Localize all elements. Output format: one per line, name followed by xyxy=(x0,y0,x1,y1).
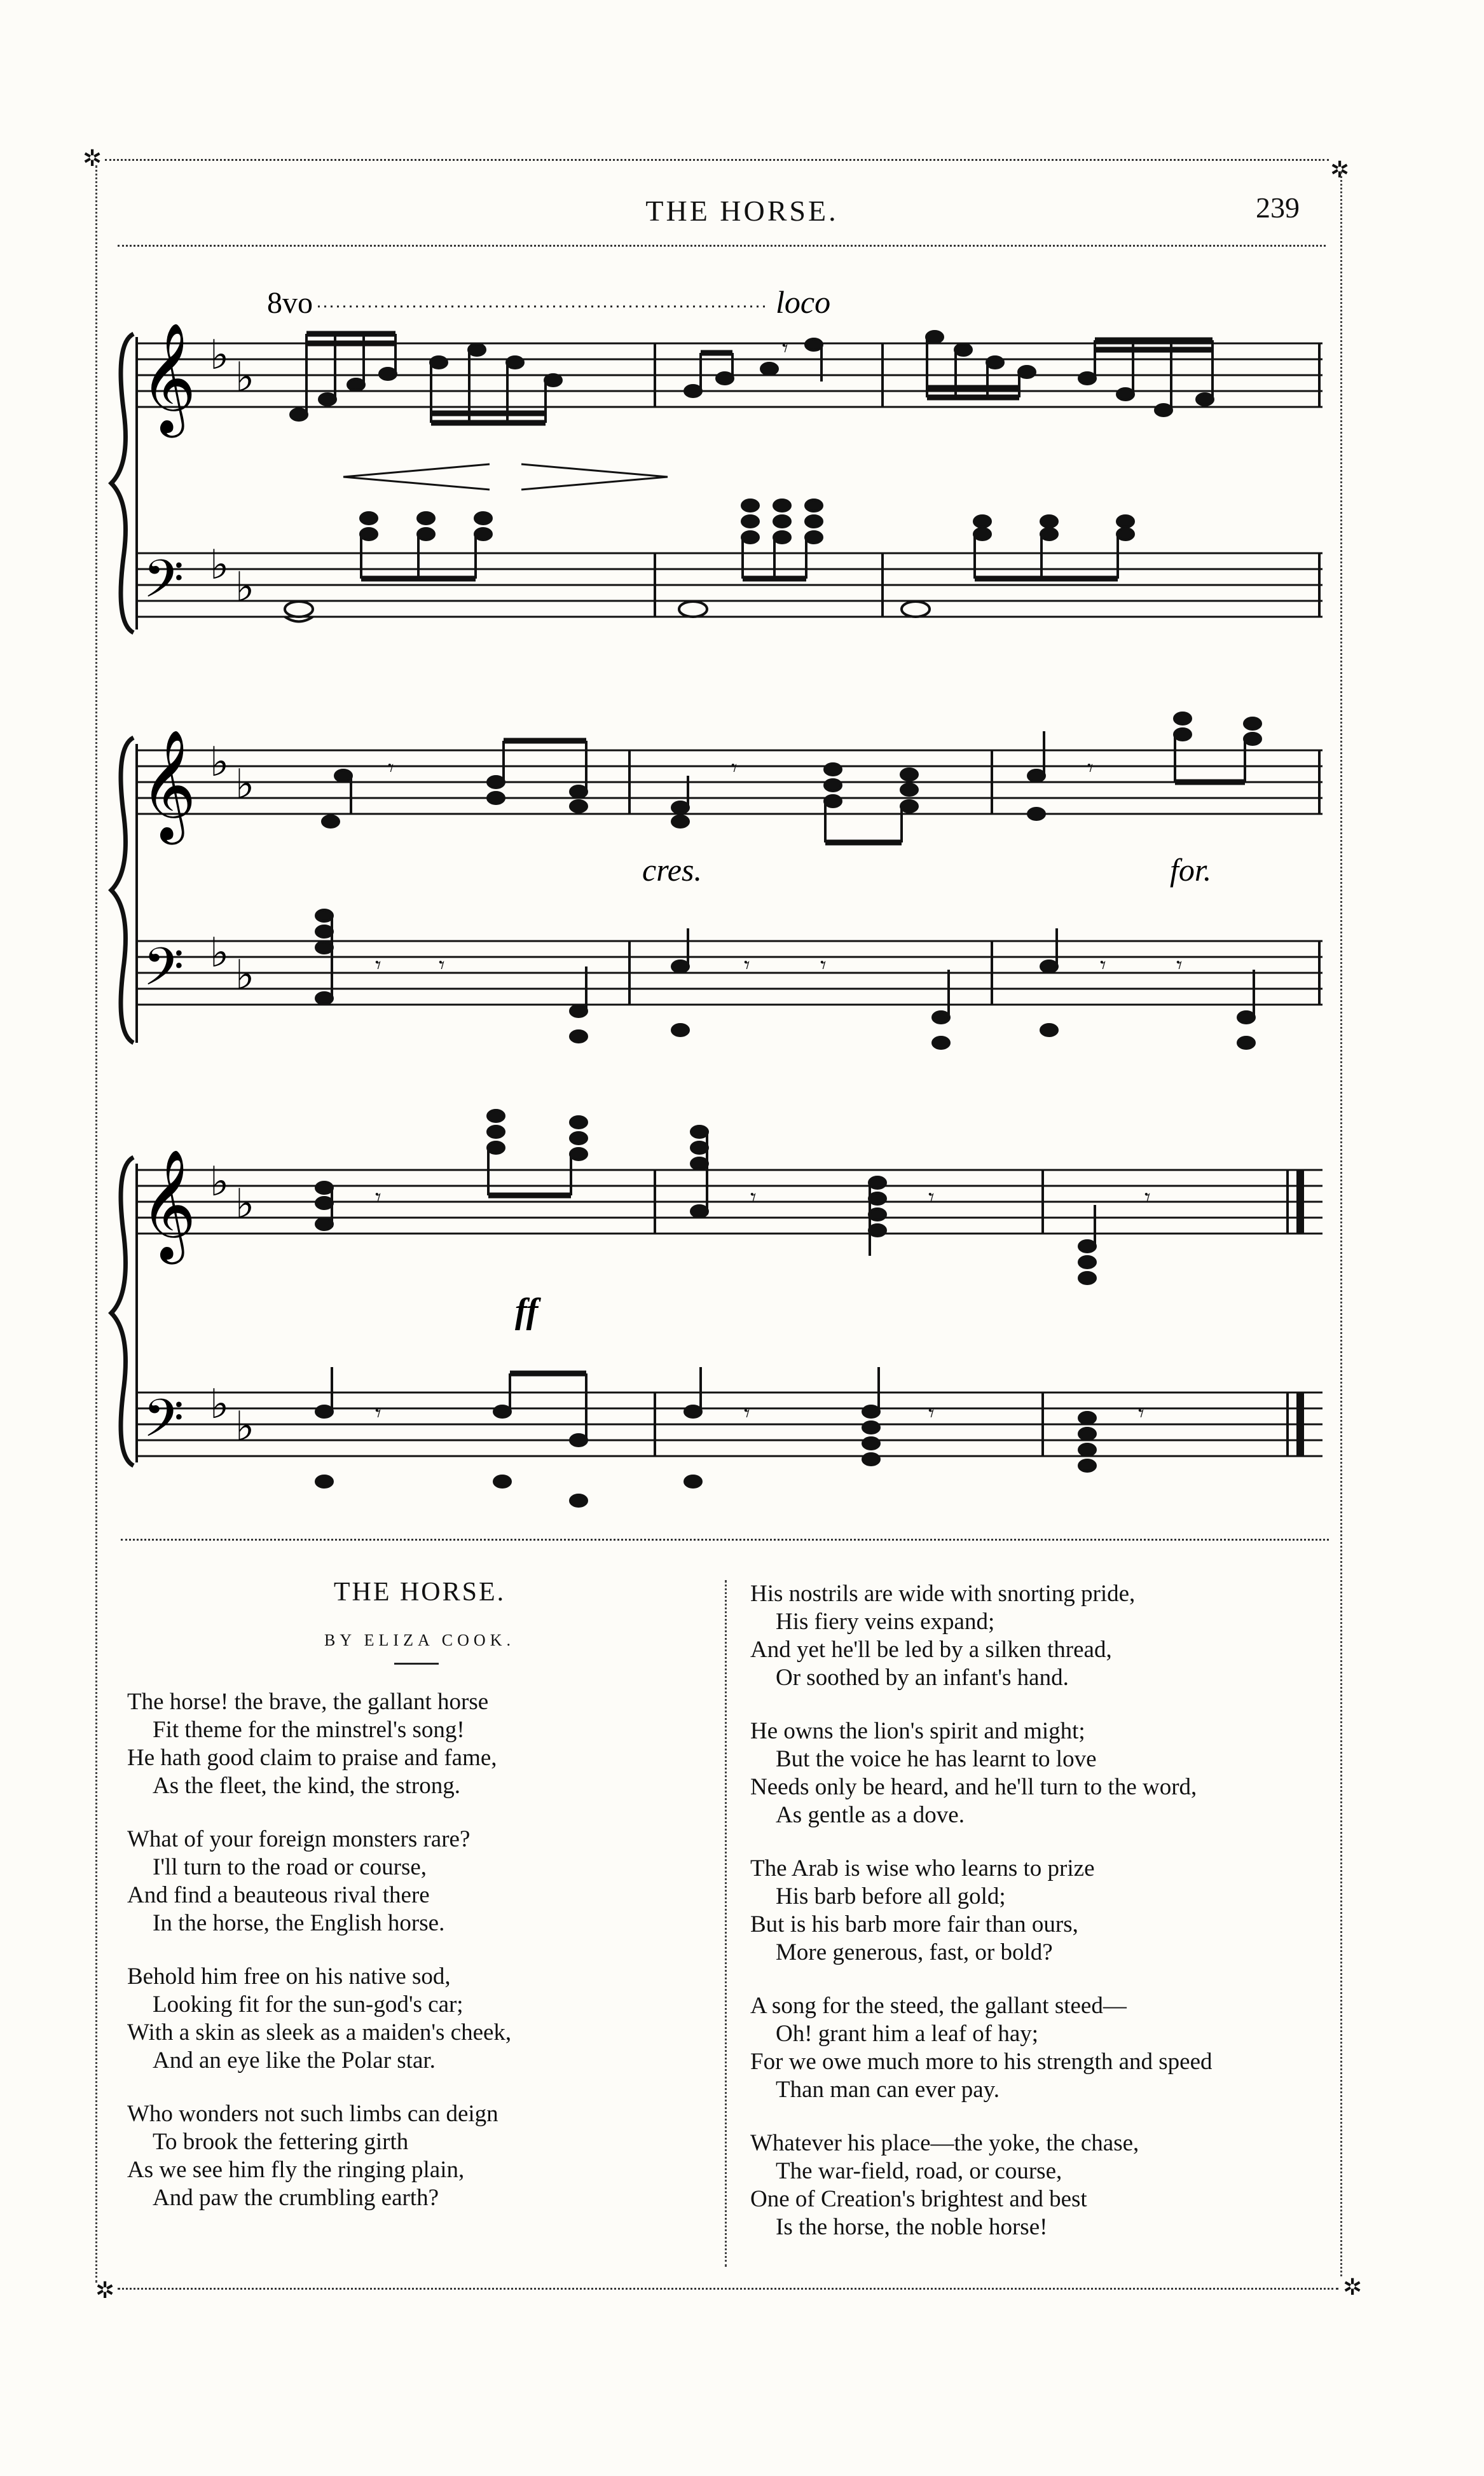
svg-text:𝄾: 𝄾 xyxy=(782,336,788,362)
poem-line: As we see him fly the ringing plain, xyxy=(127,2157,465,2183)
decrescendo-hairpin xyxy=(521,464,668,490)
svg-text:𝄾: 𝄾 xyxy=(388,755,394,781)
dynamic-ff: ff xyxy=(515,1291,539,1331)
page-number: 239 xyxy=(1256,191,1300,224)
svg-text:𝄾: 𝄾 xyxy=(375,1401,381,1427)
poem-line: His barb before all gold; xyxy=(776,1883,1006,1909)
key-signature-flat-icon: ♭ xyxy=(235,564,255,611)
poem-line: Whatever his place—the yoke, the chase, xyxy=(750,2130,1139,2156)
key-signature-flat-icon: ♭ xyxy=(210,1381,230,1428)
poem-line: And an eye like the Polar star. xyxy=(153,2047,436,2074)
poem-line: He hath good claim to praise and fame, xyxy=(127,1745,497,1771)
svg-text:𝄾: 𝄾 xyxy=(1100,953,1106,979)
svg-text:𝄾: 𝄾 xyxy=(744,1401,750,1427)
frame-top-border xyxy=(105,159,1329,161)
byline-rule xyxy=(394,1663,439,1665)
bass-clef-icon: 𝄢 xyxy=(143,936,184,1010)
poem-stanza xyxy=(750,2129,1386,2241)
poem-line: As the fleet, the kind, the strong. xyxy=(153,1773,460,1799)
key-signature-flat-icon: ♭ xyxy=(210,332,230,379)
svg-text:𝄾: 𝄾 xyxy=(1144,1185,1151,1211)
poem-line: And paw the crumbling earth? xyxy=(153,2185,439,2211)
treble-notes-system-2 xyxy=(322,713,1261,843)
poem-line: For we owe much more to his strength and speed xyxy=(750,2049,1213,2075)
poem-line: His nostrils are wide with snorting pride, xyxy=(750,1581,1136,1607)
barlines xyxy=(629,750,1319,1005)
poem-line: To brook the fettering girth xyxy=(153,2129,409,2155)
poem-line: The Arab is wise who learns to prize xyxy=(750,1855,1095,1881)
score-system-3 xyxy=(108,1094,1329,1526)
poem-column-right xyxy=(750,1580,1386,2267)
treble-clef-icon: 𝄞 xyxy=(140,322,196,433)
svg-text:𝄾: 𝄾 xyxy=(820,953,827,979)
score-bottom-rule xyxy=(121,1539,1329,1541)
key-signature-flat-icon: ♭ xyxy=(210,1159,230,1206)
poem-stanza xyxy=(750,1992,1386,2104)
poem-stanza xyxy=(127,1826,763,1937)
score-system-2 xyxy=(108,680,1329,1087)
key-signature-flat-icon: ♭ xyxy=(235,354,255,401)
treble-clef-icon: 𝄞 xyxy=(140,729,196,840)
svg-text:𝄾: 𝄾 xyxy=(439,953,445,979)
poem-line: Behold him free on his native sod, xyxy=(127,1964,451,1990)
ornament-bottom-right-icon: ✲ xyxy=(1343,2274,1363,2301)
ornament-top-left-icon: ✲ xyxy=(83,146,102,172)
poem-stanza xyxy=(127,1688,763,1800)
poem-line: The war-field, road, or course, xyxy=(776,2158,1062,2184)
poem-line: I'll turn to the road or course, xyxy=(153,1854,427,1880)
dynamic-cres: cres. xyxy=(642,852,702,888)
svg-text:𝄾: 𝄾 xyxy=(375,1185,381,1211)
key-signature-flat-icon: ♭ xyxy=(210,739,230,786)
key-signature-flat-icon: ♭ xyxy=(210,542,230,589)
treble-clef-icon: 𝄞 xyxy=(140,1149,196,1260)
barlines xyxy=(655,1170,1043,1456)
svg-text:𝄾: 𝄾 xyxy=(928,1401,935,1427)
ornament-top-right-icon: ✲ xyxy=(1330,157,1350,183)
key-signature-flat-icon: ♭ xyxy=(235,952,255,999)
key-signature-flat-icon: ♭ xyxy=(210,930,230,977)
poem-line: But the voice he has learnt to love xyxy=(776,1746,1097,1772)
poem-line: In the horse, the English horse. xyxy=(153,1910,445,1936)
poem-stanza xyxy=(127,1963,763,2075)
key-signature-flat-icon: ♭ xyxy=(235,1403,255,1450)
poem-line: What of your foreign monsters rare? xyxy=(127,1826,471,1852)
poem-line: Needs only be heard, and he'll turn to the word, xyxy=(750,1774,1197,1800)
ottava-marking: 8vo xyxy=(267,286,313,320)
bass-notes-system-1 xyxy=(285,500,1134,622)
bass-staff xyxy=(137,1393,1323,1456)
header-rule xyxy=(118,245,1326,247)
svg-text:𝄾: 𝄾 xyxy=(1087,755,1094,781)
system-brace xyxy=(111,334,134,633)
treble-notes-m1 xyxy=(291,334,561,423)
poem-line: His fiery veins expand; xyxy=(776,1609,995,1635)
poem-byline: BY ELIZA COOK. xyxy=(324,1631,515,1649)
poem-stanza xyxy=(127,2100,763,2212)
poem-line: But is his barb more fair than ours, xyxy=(750,1911,1078,1937)
svg-text:𝄾: 𝄾 xyxy=(1176,953,1183,979)
key-signature-flat-icon: ♭ xyxy=(235,1181,255,1228)
poem-line: Is the horse, the noble horse! xyxy=(776,2214,1048,2240)
svg-text:𝄾: 𝄾 xyxy=(928,1185,935,1211)
treble-notes-system-3 xyxy=(316,1110,1151,1284)
poem-line: He owns the lion's spirit and might; xyxy=(750,1718,1085,1744)
poem-line: More generous, fast, or bold? xyxy=(776,1939,1053,1965)
bass-clef-icon: 𝄢 xyxy=(143,548,184,622)
poem-line: Or soothed by an infant's hand. xyxy=(776,1665,1069,1691)
bass-clef-icon: 𝄢 xyxy=(143,1387,184,1462)
svg-text:𝄾: 𝄾 xyxy=(375,953,381,979)
system-brace xyxy=(111,738,134,1043)
svg-text:𝄾: 𝄾 xyxy=(744,953,750,979)
poem-line: Oh! grant him a leaf of hay; xyxy=(776,2021,1039,2047)
key-signature-flat-icon: ♭ xyxy=(235,761,255,808)
poem-line: And find a beauteous rival there xyxy=(127,1882,430,1908)
poem-line: Who wonders not such limbs can deign xyxy=(127,2101,498,2127)
bass-notes-system-3 xyxy=(316,1367,1144,1506)
treble-staff xyxy=(137,750,1323,814)
treble-notes-m2 xyxy=(685,336,822,397)
poem-column-left xyxy=(127,1688,763,2238)
final-double-barline xyxy=(1288,1170,1300,1456)
bass-staff xyxy=(137,941,1323,1005)
poem-line: As gentle as a dove. xyxy=(776,1802,965,1828)
poem-line: And yet he'll be led by a silken thread, xyxy=(750,1637,1112,1663)
poem-line: Looking fit for the sun-god's car; xyxy=(153,1991,464,2018)
dynamic-for: for. xyxy=(1170,852,1212,888)
poem-stanza xyxy=(750,1855,1386,1967)
running-header-title: THE HORSE. xyxy=(645,195,839,227)
score-system-1 xyxy=(108,273,1329,668)
system-brace xyxy=(111,1157,134,1466)
poem-line: One of Creation's brightest and best xyxy=(750,2186,1087,2212)
poem-line: Fit theme for the minstrel's song! xyxy=(153,1717,465,1743)
ornament-bottom-left-icon: ✲ xyxy=(95,2278,115,2304)
bass-notes-system-2 xyxy=(316,910,1254,1049)
svg-text:𝄾: 𝄾 xyxy=(750,1185,757,1211)
poem-title: THE HORSE. xyxy=(333,1578,506,1607)
frame-bottom-border xyxy=(118,2288,1338,2290)
poem-line: Than man can ever pay. xyxy=(776,2077,1000,2103)
frame-left-border xyxy=(95,165,97,2283)
poem-stanza xyxy=(750,1580,1386,1692)
poem-stanza xyxy=(750,1717,1386,1829)
poem-line: With a skin as sleek as a maiden's cheek, xyxy=(127,2019,512,2046)
svg-text:𝄾: 𝄾 xyxy=(731,755,738,781)
poem-line: The horse! the brave, the gallant horse xyxy=(127,1689,489,1715)
loco-marking: loco xyxy=(776,284,831,320)
bass-staff xyxy=(137,553,1323,617)
crescendo-hairpin xyxy=(343,464,490,490)
svg-text:𝄾: 𝄾 xyxy=(1138,1401,1144,1427)
poem-line: A song for the steed, the gallant steed— xyxy=(750,1993,1127,2019)
